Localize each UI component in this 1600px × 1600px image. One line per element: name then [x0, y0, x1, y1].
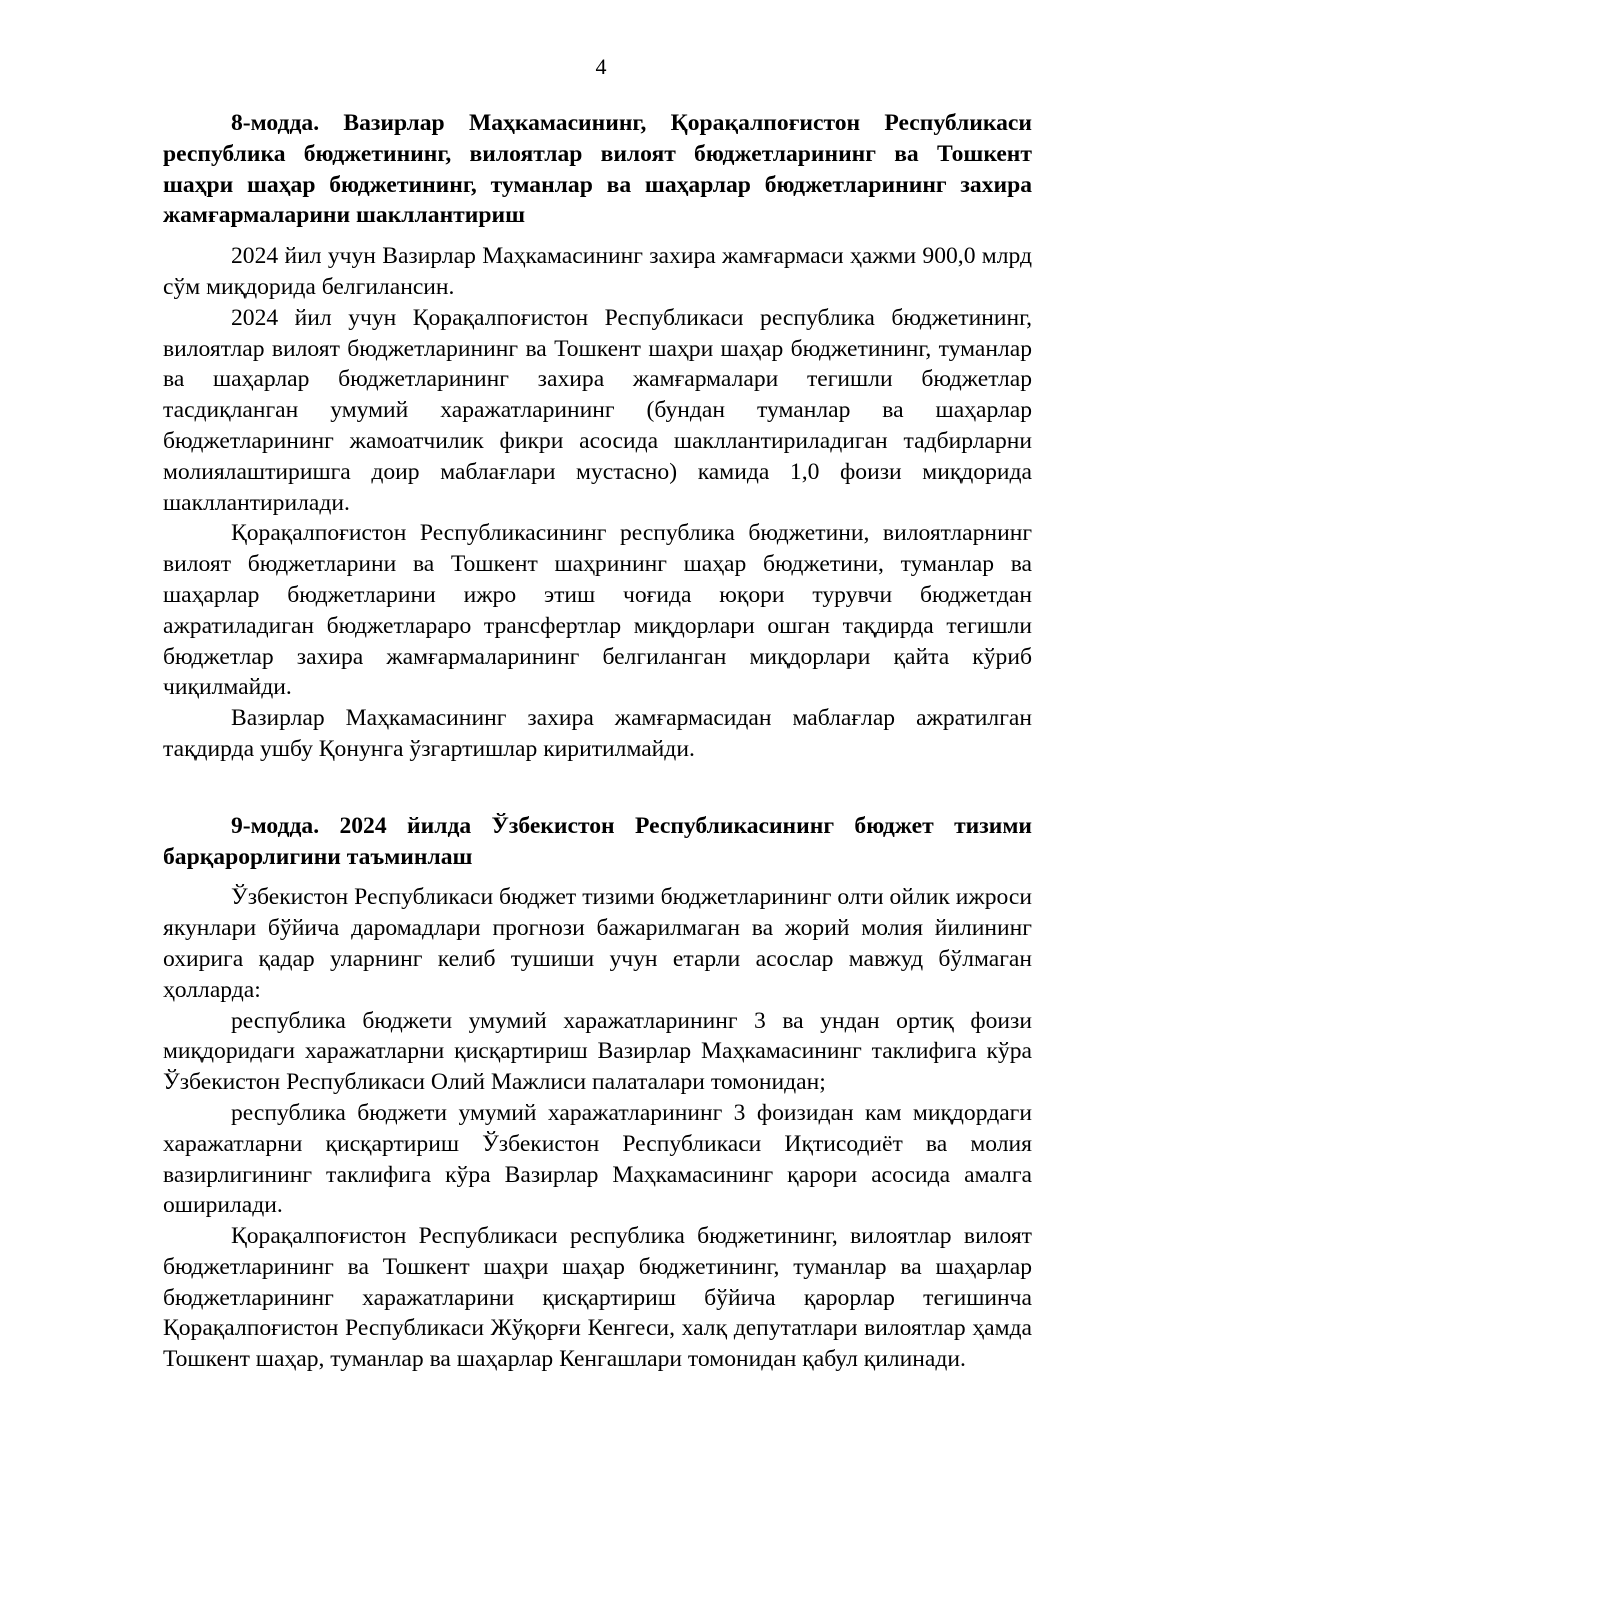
- article-8-paragraph-3: Қорақалпоғистон Республикасининг республика бюджетини, вилоятларнинг вилоят бюджетларини ва Тошкент шаҳрининг шаҳар бюджетини, туманлар ва шаҳарлар бюджетларини ижро этиш чоғида юқори турувчи бюджетдан ажратиладиган бюджетлараро трансфертлар миқдорлари ошган тақдирда тегишли бюджетлар захира жамғармаларининг белгиланган миқдорлари қайта кўриб чиқилмайди.: [163, 520, 1032, 701]
- article-9-paragraph-1: Ўзбекистон Республикаси бюджет тизими бюджетларининг олти ойлик ижроси якунлари бўйича даромадлари прогнози бажарилмаган ва жорий молия йилининг охирига қадар уларнинг келиб тушиши учун етарли асослар мавжуд бўлмаган ҳолларда:: [163, 884, 1032, 1003]
- article-8-paragraph-2: 2024 йил учун Қорақалпоғистон Республикаси республика бюджетининг, вилоятлар вилоят бюджетларининг ва Тошкент шаҳри шаҳар бюджетининг, туманлар ва шаҳарлар бюджетларининг захира жамғармалари тегишли бюджетлар тасдиқланган умумий харажатларининг (бундан туманлар ва шаҳарлар бюджетларининг жамоатчилик фикри асосида шакллантириладиган тадбирларни молиялаштиришга доир маблағлари мустасно) камида 1,0 фоизи миқдорида шакллантирилади.: [163, 304, 1032, 516]
- article-9-title: 9-модда. 2024 йилда Ўзбекистон Республикасининг бюджет тизими барқарорлигини таъминлаш: [163, 812, 1032, 870]
- article-9-paragraph-4: Қорақалпоғистон Республикаси республика бюджетининг, вилоятлар вилоят бюджетларининг ва Тошкент шаҳри шаҳар бюджетининг, туманлар ва шаҳарлар бюджетларининг харажатларини қисқартириш бўйича қарорлар тегишинча Қорақалпоғистон Республикаси Жўқорғи Кенгеси, халқ депутатлари вилоятлар ҳамда Тошкент шаҳар, туманлар ва шаҳарлар Кенгашлари томонидан қабул қилинади.: [163, 1223, 1032, 1373]
- article-8-paragraph-4: Вазирлар Маҳкамасининг захира жамғармасидан маблағлар ажратилган тақдирда ушбу Қонунга ўзгартишлар киритилмайди.: [163, 705, 1032, 762]
- document-body: [163, 108, 1032, 1375]
- article-8-paragraph-1: 2024 йил учун Вазирлар Маҳкамасининг захира жамғармаси ҳажми 900,0 млрд сўм миқдорида белгилансин.: [163, 243, 1032, 300]
- article-9-paragraph-2: республика бюджети умумий харажатларининг 3 ва ундан ортиқ фоизи миқдоридаги харажатларни қисқартириш Вазирлар Маҳкамасининг таклифига кўра Ўзбекистон Республикаси Олий Мажлиси палаталари томонидан;: [163, 1007, 1032, 1096]
- article-8-title: 8-модда. Вазирлар Маҳкамасининг, Қорақалпоғистон Республикаси республика бюджетининг, вилоятлар вилоят бюджетларининг ва Тошкент шаҳри шаҳар бюджетининг, туманлар ва шаҳарлар бюджетларининг захира жамғармаларини шакллантириш: [163, 110, 1032, 229]
- article-9: [163, 811, 1032, 1375]
- page-number: 4: [595, 54, 607, 79]
- article-8: [163, 108, 1032, 765]
- article-9-paragraph-3: республика бюджети умумий харажатларининг 3 фоизидан кам миқдордаги харажатларни қисқартириш Ўзбекистон Республикаси Иқтисодиёт ва молия вазирлигининг таклифига кўра Вазирлар Маҳкамасининг қарори асосида амалга оширилади.: [163, 1099, 1032, 1219]
